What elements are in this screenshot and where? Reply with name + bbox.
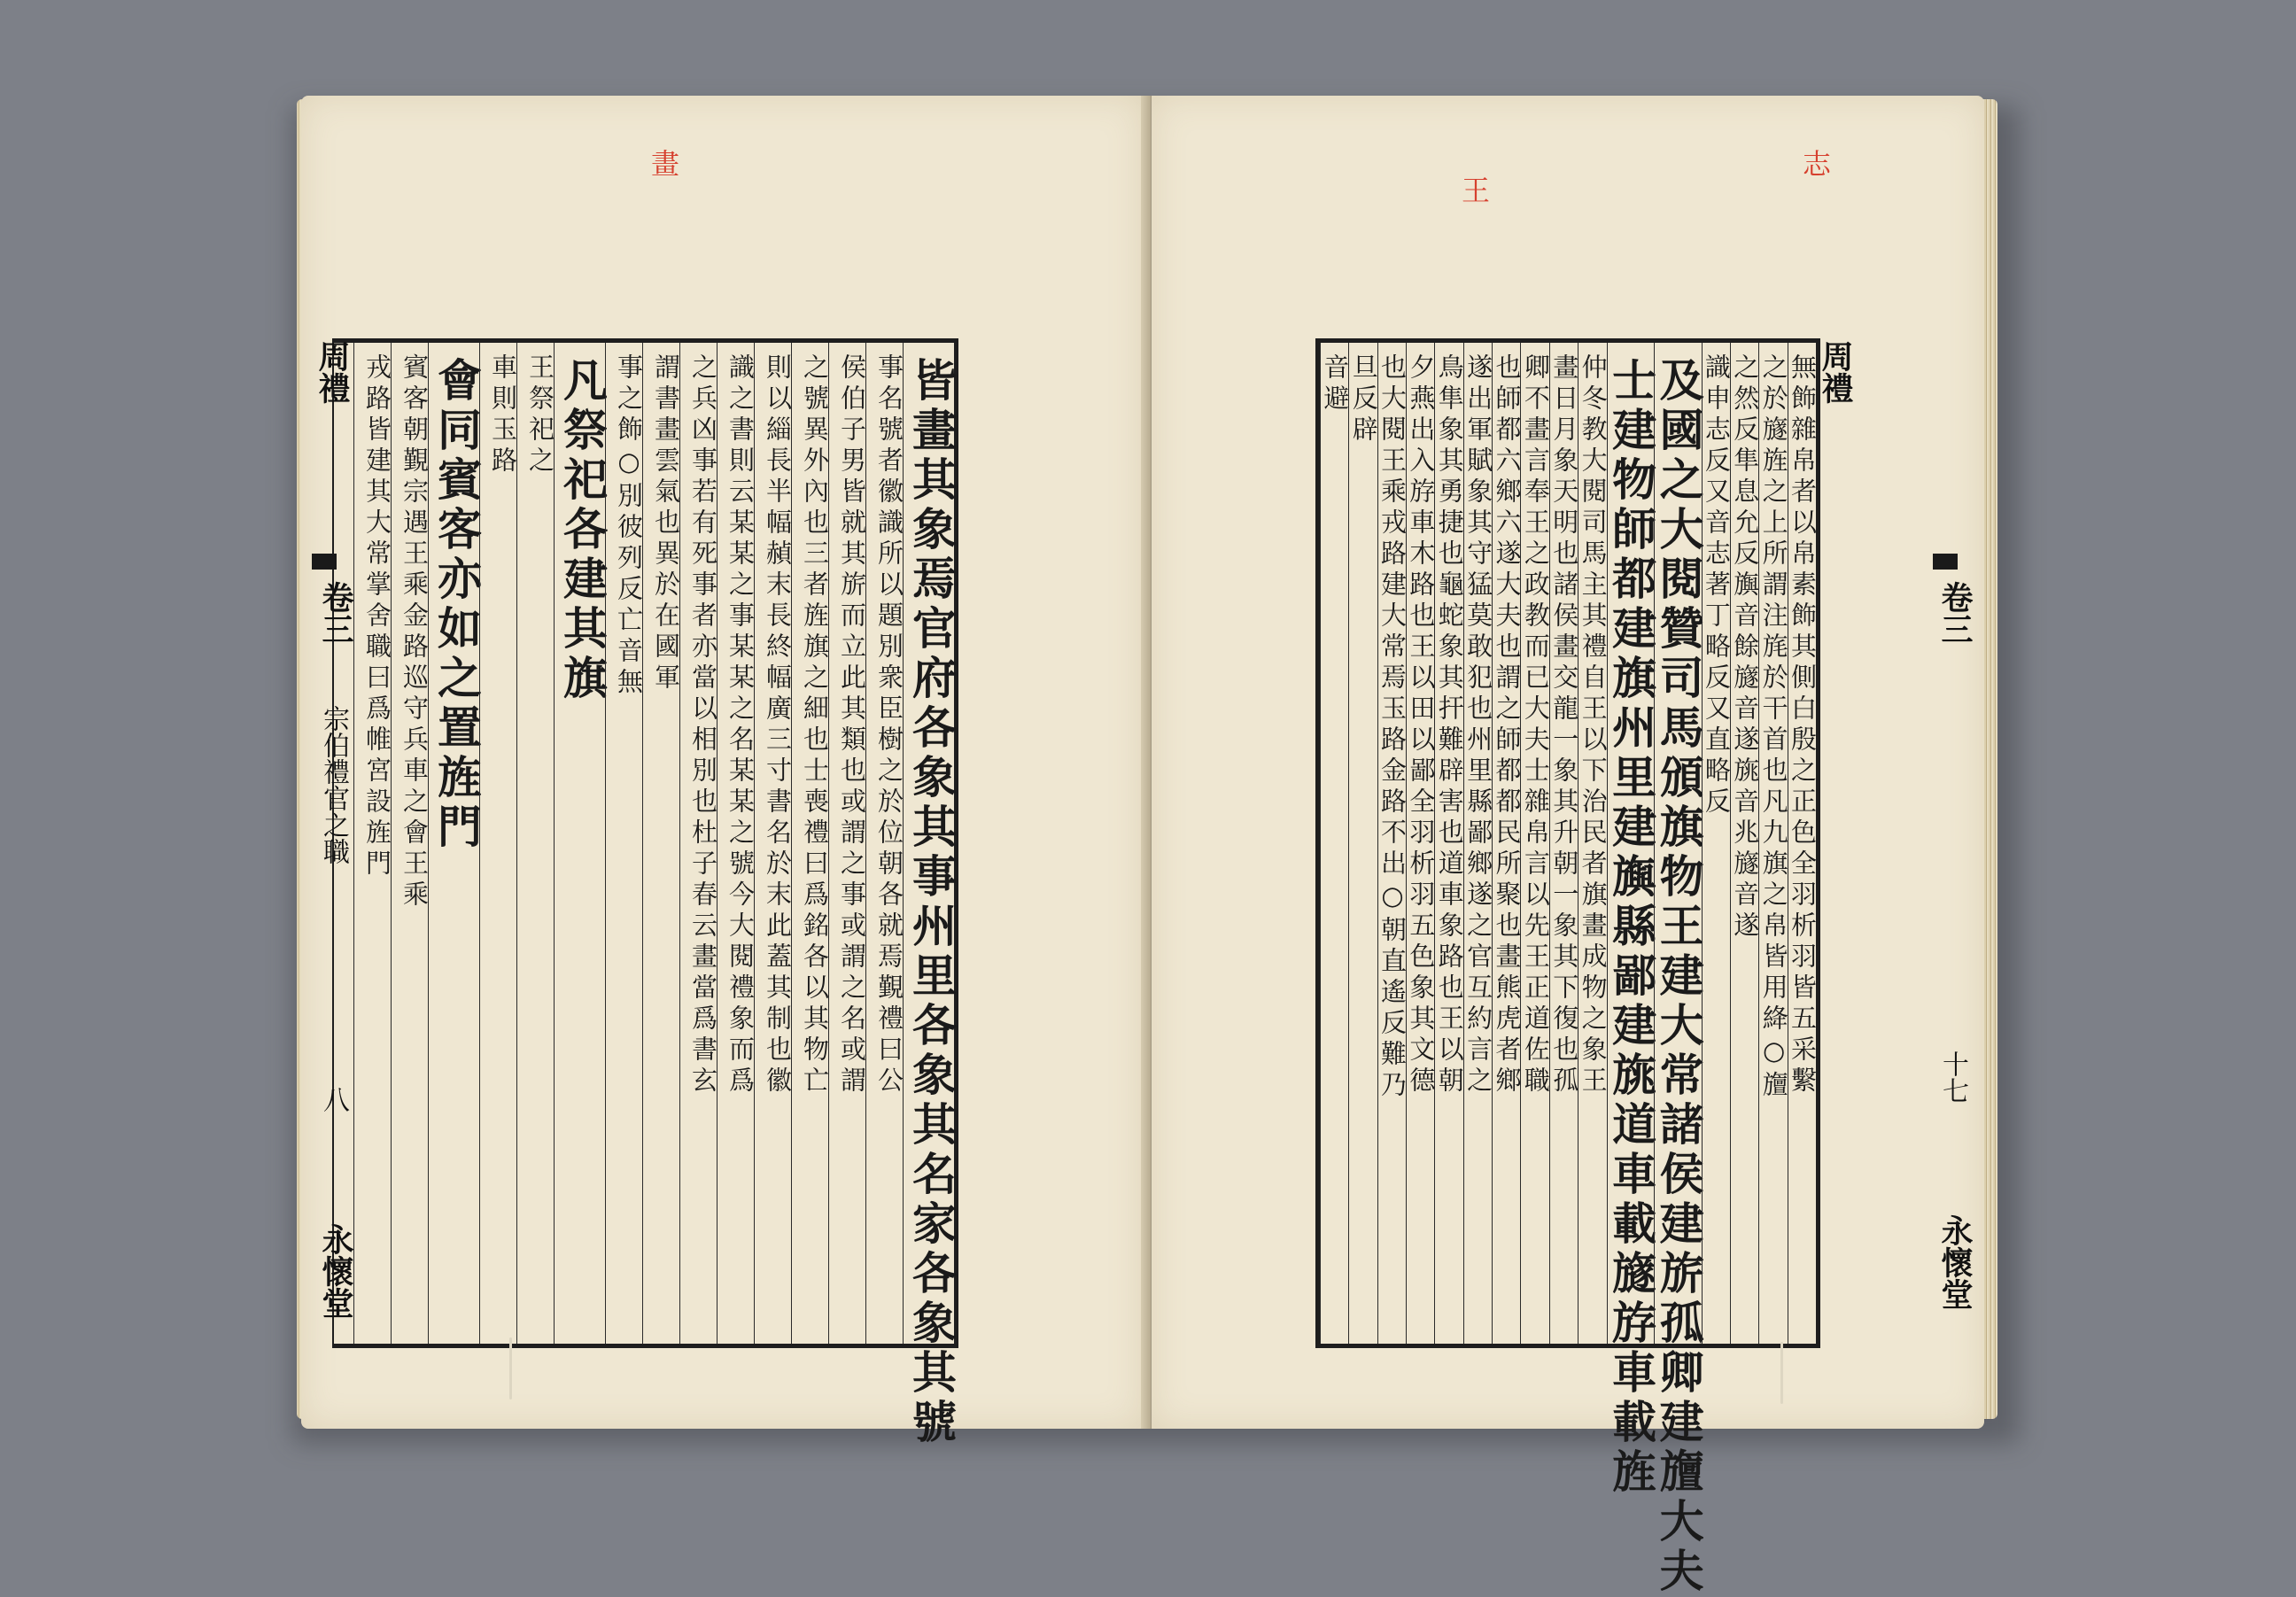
left-column-11: 王祭祀之 (516, 343, 554, 1344)
right-binding-thread (1780, 1342, 1783, 1404)
right-margin-title: 周禮 (1817, 340, 1854, 404)
right-page-red-label-1: 王 (1462, 174, 1491, 207)
left-column-1: 皆畫其象焉官府各象其事州里各象其名家各象其號 (903, 343, 954, 1344)
right-column-3: 之然反隼息允反旟音餘旞音遂旐音兆旞音遂 (1730, 343, 1758, 1344)
right-column-11: 遂出軍賦象其守猛莫敢犯也州里縣鄙鄉遂之官互約言之 (1463, 343, 1492, 1344)
right-margin-bottom: 永懷堂 (1936, 1214, 1974, 1310)
right-text-block (1315, 338, 1820, 1597)
left-column-6: 識之書則云某某之事某某之名某某之號今大閱禮象而爲 (717, 343, 754, 1344)
right-column-8: 畫日月象天明也諸侯畫交龍一象其升朝一象其下復也孤 (1549, 343, 1578, 1344)
right-column-1: 無飾雜帛者以帛素飾其側白殷之正色全羽析羽皆五采繫 (1788, 343, 1816, 1344)
right-margin-page: 十七 (1937, 1050, 1968, 1104)
left-column-10: 凡祭祀各建其旗 (554, 343, 605, 1344)
right-fish-tail (1933, 554, 1958, 570)
left-column-4: 之號異外內也三者旌旗之細也士喪禮曰爲銘各以其物亡 (791, 343, 828, 1344)
right-column-9: 卿不畫言奉王之政教而已大夫士雜帛言以先王正道佐職 (1520, 343, 1548, 1344)
left-column-12: 車則玉路 (479, 343, 516, 1344)
right-column-6: 士建物師都建旗州里建旟縣鄙建旐道車載旞斿車載旌 (1607, 343, 1655, 1344)
left-margin-title: 周禮 (314, 340, 351, 404)
left-column-9: 事之飾○別彼列反亡音無 (605, 343, 642, 1344)
left-column-8: 謂書畫雲氣也異於在國軍 (642, 343, 679, 1344)
left-text-block (332, 338, 958, 1448)
left-binding-thread (509, 1337, 512, 1399)
left-column-2: 事名號者徽識所以題別衆臣樹之於位朝各就焉覲禮曰公 (865, 343, 903, 1344)
left-column-13: 會同賓客亦如之置旌門 (428, 343, 479, 1344)
right-column-7: 仲冬教大閱司馬主其禮自王以下治民者旗畫成物之象王 (1578, 343, 1606, 1344)
right-column-10: 也師都六鄉六遂大夫也謂之師都都民所聚也畫熊虎者鄉 (1492, 343, 1520, 1344)
left-page-red-label: 畫 (651, 147, 680, 181)
right-page-red-label-2: 志 (1803, 147, 1832, 181)
left-column-14: 賓客朝覲宗遇王乘金路巡守兵車之會王乘 (391, 343, 428, 1344)
left-margin-section: 宗伯禮官之職 (318, 705, 349, 864)
left-margin-page: 八 (318, 1086, 349, 1112)
left-column-3: 侯伯子男皆就其旂而立此其類也或謂之事或謂之名或謂 (828, 343, 865, 1344)
left-margin-fold: 卷三 (317, 581, 354, 645)
right-column-13: 夕燕出入斿車木路也王以田以鄙全羽析羽五色象其文德 (1406, 343, 1434, 1344)
right-column-2: 之於旞旌之上所謂注旄於干首也凡九旗之帛皆用絳○旜 (1758, 343, 1787, 1344)
right-column-15: 旦反辟 (1348, 343, 1377, 1344)
left-margin-bottom: 永懷堂 (317, 1223, 354, 1319)
left-column-15: 戎路皆建其大常掌舍職曰爲帷宮設旌門 (353, 343, 391, 1344)
right-column-12: 鳥隼象其勇捷也龜蛇象其扞難辟害也道車象路也王以朝 (1434, 343, 1462, 1344)
left-column-7: 之兵凶事若有死事者亦當以相別也杜子春云畫當爲書玄 (679, 343, 717, 1344)
right-column-16: 音避 (1320, 343, 1348, 1344)
right-column-4: 識申志反又音志著丁略反又直略反 (1702, 343, 1730, 1344)
left-fish-tail (312, 554, 337, 570)
right-column-14: 也大閱王乘戎路建大常焉玉路金路不出○朝直遙反難乃 (1377, 343, 1406, 1344)
left-column-5: 則以緇長半幅赬末長終幅廣三寸書名於末此蓋其制也徽 (754, 343, 791, 1344)
right-column-5: 及國之大閱贊司馬頒旗物王建大常諸侯建旂孤卿建旜大夫 (1654, 343, 1702, 1344)
right-margin-fold: 卷三 (1936, 581, 1974, 645)
